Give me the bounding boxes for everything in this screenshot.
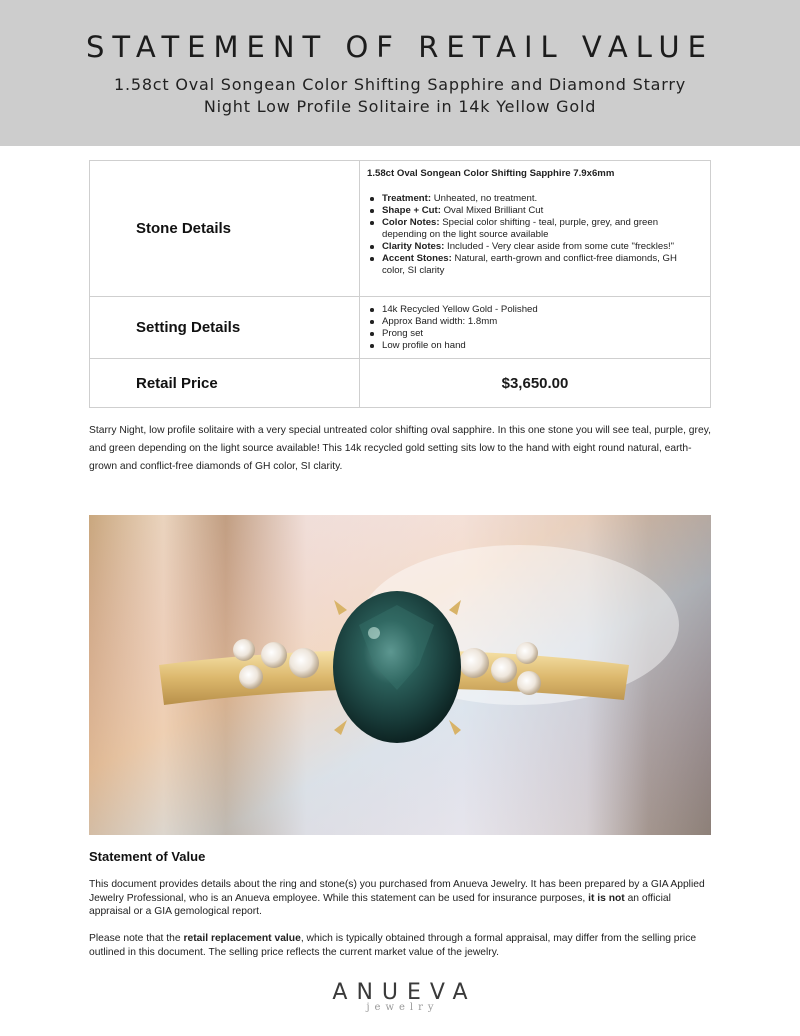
statement-paragraph-2: [89, 932, 714, 959]
list-item: Approx Band width: 1.8mm: [367, 316, 702, 328]
list-item: [367, 193, 702, 205]
gem-highlight: [368, 627, 380, 639]
item-value: Unheated, no treatment.: [431, 192, 538, 204]
page-subtitle: 1.58ct Oval Songean Color Shifting Sapphire and Diamond Starry Night Low Profile Solitaire in 14k Yellow Gold: [113, 75, 687, 116]
page-title: STATEMENT OF RETAIL VALUE: [86, 30, 714, 64]
item-key: Color Notes:: [382, 216, 440, 228]
emphasis-text: retail replacement value: [183, 933, 301, 944]
item-value: Special color shifting - teal, purple, grey, and green depending on the light source available: [382, 216, 659, 240]
logo-subtitle: jewelry: [366, 1002, 439, 1013]
header-banner: [0, 0, 800, 146]
table-row-price: [90, 359, 711, 408]
item-key: Accent Stones:: [382, 252, 452, 264]
ring-illustration: [89, 515, 711, 835]
anueva-logo: [300, 980, 500, 1013]
item-key: Clarity Notes:: [382, 240, 445, 252]
setting-details-list: [367, 304, 702, 352]
stone-details-label: Stone Details: [90, 161, 360, 297]
stone-details-cell: [360, 161, 711, 297]
setting-details-label: Setting Details: [90, 297, 360, 359]
retail-price-value: $3,650.00: [360, 359, 711, 408]
item-value: Included - Very clear aside from some cute "freckles!": [444, 240, 675, 252]
product-description: Starry Night, low profile solitaire with a very special untreated color shifting oval sapphire. In this one stone you will see teal, purple, grey, and green depending on the light source available! This 14k recycled gold setting sits low to the hand with eight round natural, earth-grown and conflict-free diamonds of GH color, SI clarity.: [89, 425, 711, 472]
stone-details-list: [367, 193, 702, 277]
item-value: Natural, earth-grown and conflict-free diamonds, GH color, SI clarity: [382, 252, 677, 276]
statement-title: Statement of Value: [89, 849, 206, 864]
statement-paragraph-1: [89, 878, 714, 919]
details-table: [89, 160, 711, 408]
item-key: Shape + Cut:: [382, 204, 441, 216]
text-span: , which is typically obtained through a formal appraisal, may differ from the selling price outlined in this document. The selling price reflects the current market value of the jewelry.: [89, 933, 697, 958]
list-item: [367, 205, 702, 217]
table-row-stone: [90, 161, 711, 297]
list-item: [367, 253, 702, 277]
list-item: Prong set: [367, 328, 702, 340]
stone-heading: 1.58ct Oval Songean Color Shifting Sapphire 7.9x6mm: [367, 167, 615, 179]
list-item: [367, 217, 702, 241]
retail-price-label: Retail Price: [90, 359, 360, 408]
list-item: [367, 241, 702, 253]
ring-photo: [89, 515, 711, 835]
table-row-setting: [90, 297, 711, 359]
text-span: an official appraisal or a GIA gemological report.: [89, 892, 671, 917]
text-span: Please note that the: [89, 933, 184, 944]
logo-brand: ANUEVA: [332, 980, 477, 1005]
list-item: 14k Recycled Yellow Gold - Polished: [367, 304, 702, 316]
emphasis-text: it is not: [588, 892, 625, 904]
setting-details-cell: [360, 297, 711, 359]
item-key: Treatment:: [382, 192, 432, 204]
item-value: Oval Mixed Brilliant Cut: [440, 204, 544, 216]
text-span: This document provides details about the ring and stone(s) you purchased from Anueva Jewelry. It has been prepared by a GIA Applied Jewelry Professional, who is an Anueva employee. While this statement can be used for insurance purposes,: [89, 879, 705, 904]
list-item: Low profile on hand: [367, 340, 702, 352]
